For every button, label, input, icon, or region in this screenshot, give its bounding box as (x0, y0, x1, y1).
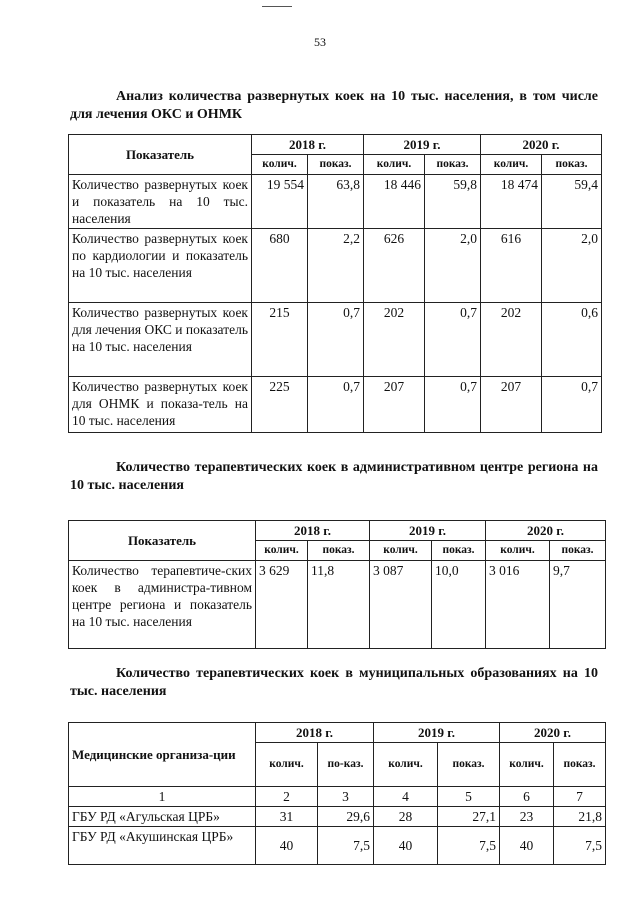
table-row (69, 827, 606, 865)
header-year: 2020 г. (481, 135, 602, 155)
cell-rate: 63,8 (308, 175, 364, 229)
cell-rate: 9,7 (550, 561, 606, 649)
cell-count: 225 (252, 377, 308, 433)
column-number: 5 (438, 787, 500, 807)
cell-rate: 2,0 (425, 229, 481, 303)
header-year: 2019 г. (374, 723, 500, 743)
header-rate: показ. (308, 541, 370, 561)
row-label: Количество развернутых коек для ОНМК и показа-тель на 10 тыс. населения (69, 377, 252, 433)
column-number: 6 (500, 787, 554, 807)
cell-rate: 0,7 (542, 377, 602, 433)
cell-count: 3 016 (486, 561, 550, 649)
header-count: колич. (256, 541, 308, 561)
header-year: 2019 г. (364, 135, 481, 155)
column-number: 7 (554, 787, 606, 807)
header-year: 2020 г. (486, 521, 606, 541)
cell-count: 616 (481, 229, 542, 303)
header-rate: показ. (542, 155, 602, 175)
column-numbers-row (69, 787, 606, 807)
row-label: Количество развернутых коек для лечения ОКС и показатель на 10 тыс. населения (69, 303, 252, 377)
table-row (69, 561, 606, 649)
cell-rate: 21,8 (554, 807, 606, 827)
header-rate: показ. (425, 155, 481, 175)
table-row (69, 303, 602, 377)
table-row (69, 229, 602, 303)
header-year: 2020 г. (500, 723, 606, 743)
cell-count: 40 (374, 827, 438, 865)
header-count: колич. (486, 541, 550, 561)
header-rate: показ. (438, 743, 500, 787)
cell-count: 18 446 (364, 175, 425, 229)
section2-heading: Количество терапевтических коек в административном центре региона на 10 тыс. населения (70, 460, 598, 493)
header-organizations: Медицинские организа-ции (69, 723, 256, 787)
cell-rate: 29,6 (318, 807, 374, 827)
cell-count: 207 (364, 377, 425, 433)
section3-heading: Количество терапевтических коек в муниципальных образованиях на 10 тыс. населения (70, 666, 598, 699)
cell-count: 31 (256, 807, 318, 827)
cell-rate: 7,5 (318, 827, 374, 865)
cell-count: 18 474 (481, 175, 542, 229)
cell-count: 680 (252, 229, 308, 303)
cell-count: 215 (252, 303, 308, 377)
header-count: колич. (370, 541, 432, 561)
header-count: колич. (252, 155, 308, 175)
cell-rate: 27,1 (438, 807, 500, 827)
header-indicator: Показатель (69, 521, 256, 561)
header-year: 2018 г. (256, 723, 374, 743)
cell-count: 40 (256, 827, 318, 865)
cell-count: 626 (364, 229, 425, 303)
header-year: 2018 г. (256, 521, 370, 541)
cell-rate: 0,7 (425, 377, 481, 433)
cell-rate: 59,4 (542, 175, 602, 229)
page-number: 53 (314, 35, 326, 49)
header-rate: показ. (550, 541, 606, 561)
section1-heading: Анализ количества развернутых коек на 10 тыс. населения, в том числе для лечения ОКС и ОНМК (70, 89, 598, 122)
header-year: 2018 г. (252, 135, 364, 155)
cell-rate: 7,5 (554, 827, 606, 865)
header-indicator: Показатель (69, 135, 252, 175)
header-count: колич. (500, 743, 554, 787)
beds-analysis-table (68, 134, 602, 433)
row-label: ГБУ РД «Агульская ЦРБ» (69, 807, 256, 827)
column-number: 1 (69, 787, 256, 807)
cell-rate: 7,5 (438, 827, 500, 865)
header-rate: показ. (432, 541, 486, 561)
cell-rate: 0,7 (308, 377, 364, 433)
scan-mark (262, 6, 292, 7)
table-row (69, 807, 606, 827)
cell-count: 3 629 (256, 561, 308, 649)
column-number: 3 (318, 787, 374, 807)
cell-count: 207 (481, 377, 542, 433)
therapeutic-beds-center-table (68, 520, 606, 649)
cell-count: 3 087 (370, 561, 432, 649)
header-rate: показ. (554, 743, 606, 787)
cell-count: 202 (481, 303, 542, 377)
row-label: Количество терапевтиче-ских коек в администра-тивном центре региона и показатель на 10 тыс. населения (69, 561, 256, 649)
cell-count: 40 (500, 827, 554, 865)
header-year: 2019 г. (370, 521, 486, 541)
cell-rate: 0,7 (308, 303, 364, 377)
row-label: Количество развернутых коек по кардиологии и показатель на 10 тыс. населения (69, 229, 252, 303)
cell-count: 19 554 (252, 175, 308, 229)
cell-rate: 11,8 (308, 561, 370, 649)
header-count: колич. (374, 743, 438, 787)
header-rate: по-каз. (318, 743, 374, 787)
header-count: колич. (364, 155, 425, 175)
therapeutic-beds-municipal-table (68, 722, 606, 865)
header-count: колич. (256, 743, 318, 787)
cell-rate: 2,0 (542, 229, 602, 303)
cell-count: 28 (374, 807, 438, 827)
table-row (69, 175, 602, 229)
cell-rate: 10,0 (432, 561, 486, 649)
column-number: 2 (256, 787, 318, 807)
column-number: 4 (374, 787, 438, 807)
header-rate: показ. (308, 155, 364, 175)
cell-count: 23 (500, 807, 554, 827)
cell-rate: 59,8 (425, 175, 481, 229)
cell-rate: 0,7 (425, 303, 481, 377)
table-row (69, 377, 602, 433)
cell-count: 202 (364, 303, 425, 377)
row-label: Количество развернутых коек и показатель на 10 тыс. населения (69, 175, 252, 229)
cell-rate: 0,6 (542, 303, 602, 377)
cell-rate: 2,2 (308, 229, 364, 303)
row-label: ГБУ РД «Акушинская ЦРБ» (69, 827, 256, 865)
header-count: колич. (481, 155, 542, 175)
